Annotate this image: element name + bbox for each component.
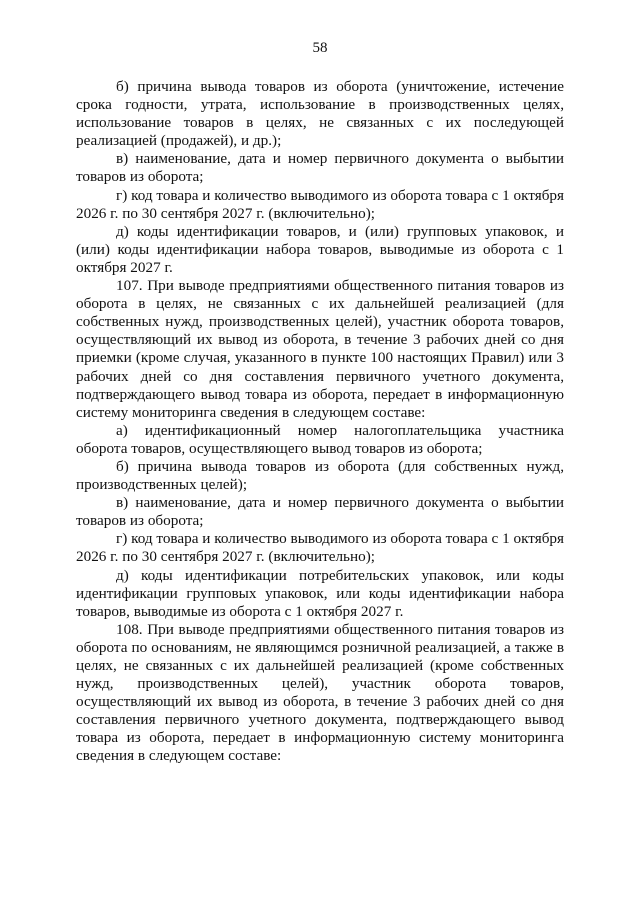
- paragraph-section-108: 108. При выводе предприятиями общественного питания товаров из оборота по основаниям, не являющимся розничной реализацией, а также в целях, не связанных с их дальнейшей реализацией (кроме собственных нужд, производственных целей), участник оборота товаров, осуществляющий их вывод из оборота, в течение 3 рабочих дней со дня составления первичного учетного документа, подтверждающего вывод товара из оборота, передает в информационную систему мониторинга сведения в следующем составе:: [76, 620, 564, 765]
- paragraph-107-item-v-document: в) наименование, дата и номер первичного документа о выбытии товаров из оборота;: [76, 494, 564, 530]
- paragraph-item-v-document: в) наименование, дата и номер первичного документа о выбытии товаров из оборота;: [76, 150, 564, 186]
- paragraph-item-g-product-code: г) код товара и количество выводимого из оборота товара с 1 октября 2026 г. по 30 сентября 2027 г. (включительно);: [76, 186, 564, 222]
- paragraph-107-item-d-identification-codes: д) коды идентификации потребительских упаковок, или коды идентификации групповых упаковок, или коды идентификации набора товаров, выводимые из оборота с 1 октября 2027 г.: [76, 566, 564, 620]
- paragraph-section-107: 107. При выводе предприятиями общественного питания товаров из оборота в целях, не связанных с их дальнейшей реализацией (для собственных нужд, производственных целей), участник оборота товаров, осуществляющий их вывод из оборота, в течение 3 рабочих дней со дня приемки (кроме случая, указанного в пункте 100 настоящих Правил) или 3 рабочих дней со дня составления первичного учетного документа, подтверждающего вывод товара из оборота, передает в информационную систему мониторинга сведения в следующем составе:: [76, 277, 564, 421]
- paragraph-107-item-a-inn: а) идентификационный номер налогоплательщика участника оборота товаров, осуществляющего вывод товаров из оборота;: [76, 421, 564, 457]
- paragraph-107-item-b-reason: б) причина вывода товаров из оборота (для собственных нужд, производственных целей);: [76, 457, 564, 494]
- paragraph-item-b-reason: б) причина вывода товаров из оборота (уничтожение, истечение срока годности, утрата, использование в производственных целях, использование товаров в целях, не связанных с их последующей реализацией (продажей), и др.);: [76, 78, 564, 150]
- paragraph-item-d-identification-codes: д) коды идентификации товаров, и (или) групповых упаковок, и (или) коды идентификации набора товаров, выводимые из оборота с 1 октября 2027 г.: [76, 222, 564, 276]
- document-body: [76, 78, 564, 766]
- paragraph-107-item-g-product-code: г) код товара и количество выводимого из оборота товара с 1 октября 2026 г. по 30 сентября 2027 г. (включительно);: [76, 530, 564, 566]
- page-number: 58: [312, 40, 328, 56]
